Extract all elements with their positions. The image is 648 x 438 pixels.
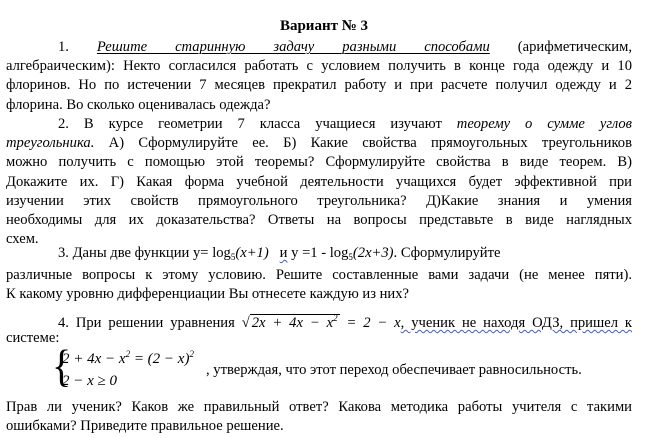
task-3-line-2: различные вопросы к этому условию. Решите составленные вами задачи (не менее пяти). — [6, 267, 632, 283]
task-3-line-3: К какому уровню дифференциации Вы отнесете каждую из них? — [6, 286, 409, 303]
task-2-line-6: необходимы для их доказательства? Ответы на вопросы представьте в виде наглядных — [6, 211, 632, 228]
equation-system — [62, 343, 194, 392]
task-1-line-3: флоринов. Но по истечении 7 месяцев прекратил работу и при расчете получил одежду и 2 — [6, 77, 632, 94]
task-4-last-line-2: ошибками? Приведите правильное решение. — [6, 418, 284, 435]
task-3-line-1: 3. Даны две функции $y= \log_5(x+1)$ и $y =1 - \log_5(2x+3)$. Сформулируйте — [58, 245, 501, 262]
task-1-line-1: 1. Решите старинную задачу разными способами (арифметическим, — [58, 39, 632, 55]
task-4-ending — [6, 398, 632, 436]
task-4-line-1: 4. При решении уравнения √ $2x + 4x - x^2 = 2 - x$, ученик не находя ОДЗ, пришел к — [58, 313, 632, 331]
task-2-line-7: схем. — [6, 231, 39, 248]
system-brace: { — [52, 339, 72, 392]
system-row-2: 2 − x ≥ 0 — [62, 373, 118, 389]
variant-title: Вариант № 3 — [279, 18, 369, 34]
system-row-1: $2 + 4x - x^2 = (2 - x)^2$ — [62, 349, 194, 367]
task-2-line-1: 2. В курсе геометрии 7 класса учащиеся изучают теорему о сумме углов — [58, 116, 632, 132]
task-4-last-line-1: Прав ли ученик? Каков же правильный ответ? Какова методика работы учителя с такими — [6, 399, 632, 415]
task-2-line-3: можно получить с помощью этой теоремы? Сформулируйте свойства в виде теорем. В) — [6, 154, 632, 171]
task-1 — [6, 38, 632, 115]
radical-expression: √ $2x + 4x - x^2$ — [241, 313, 338, 331]
task-2-line-2: треугольника. А) Сформулируйте ее. Б) Какие свойства прямоугольных треугольников — [6, 135, 632, 152]
task-3 — [6, 244, 632, 304]
task-1-line-2: алгебраическим): Некто согласился работать с условием получить в конце года одежду и 10 — [6, 58, 632, 75]
task-4-line-2: системе: — [6, 330, 60, 346]
after-system-text: , утверждая, что этот переход обеспечивает равносильность. — [206, 362, 582, 378]
task-2 — [6, 115, 632, 249]
task-2-line-5: изучении этих свойств прямоугольного треугольника? Д)Какие знания и умения — [6, 192, 632, 209]
task-2-line-4: Докажите их. Г) Какая форма учебной деятельности учащихся будет эффективной при — [6, 173, 632, 190]
task-1-line-4: флорина. Во сколько оценивалась одежда? — [6, 96, 271, 113]
